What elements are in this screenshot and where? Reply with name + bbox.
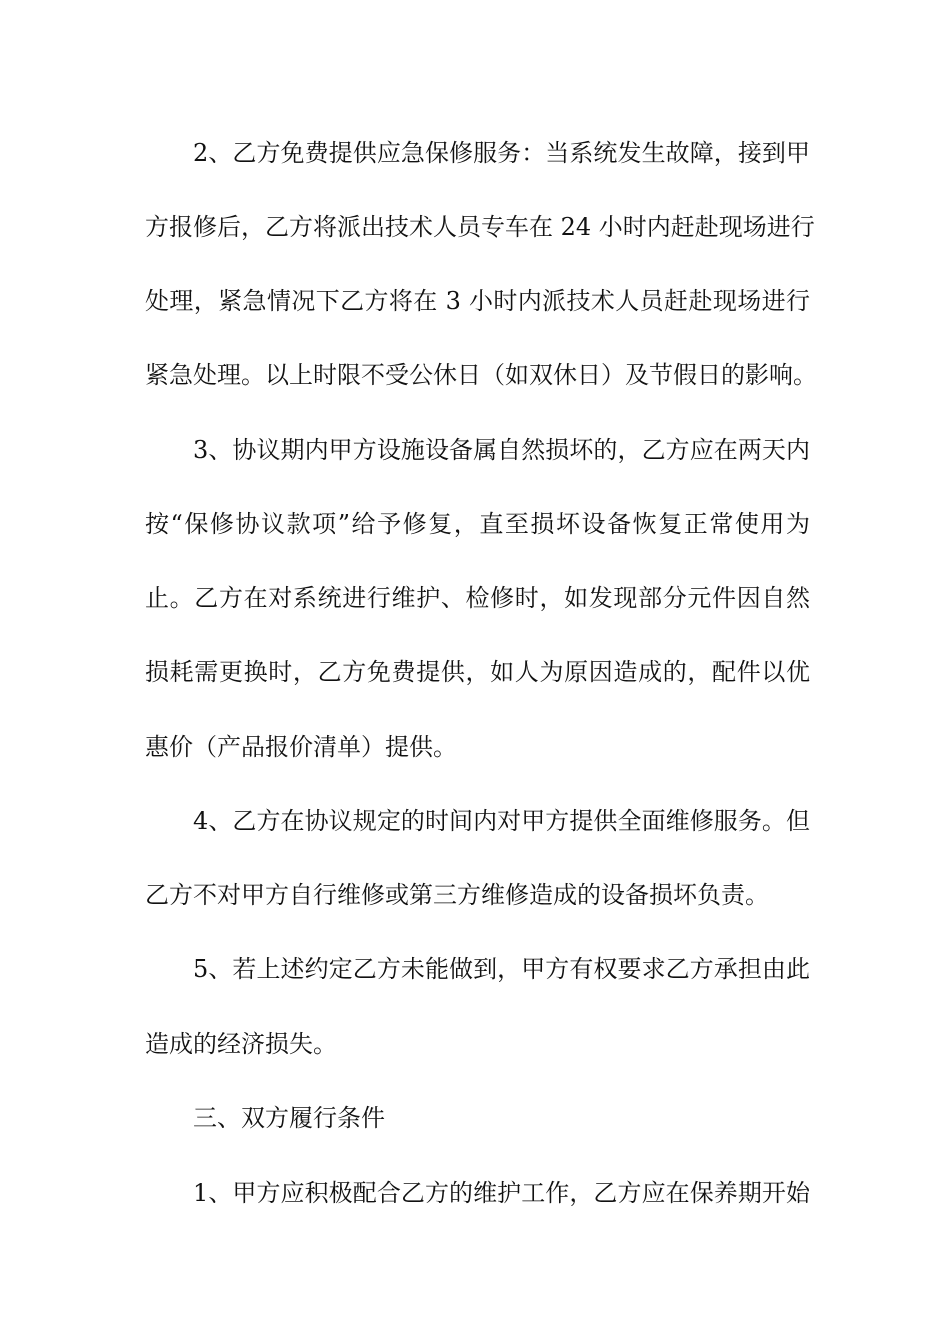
clause-4-line-2: 乙方不对甲方自行维修或第三方维修造成的设备损坏负责。: [145, 881, 769, 909]
clause-2-line-4: 紧急处理。以上时限不受公休日（如双休日）及节假日的影响。: [145, 361, 817, 389]
clause-5-line-1: 5、若上述约定乙方未能做到，甲方有权要求乙方承担由此: [193, 955, 810, 983]
clause-3-line-5: 惠价（产品报价清单）提供。: [145, 733, 457, 761]
clause-4-line-1: 4、乙方在协议规定的时间内对甲方提供全面维修服务。但: [193, 807, 810, 835]
section-clause-1-line-1: 1、甲方应积极配合乙方的维护工作，乙方应在保养期开始: [193, 1179, 810, 1207]
clause-3-line-2: 按“保修协议款项”给予修复，直至损坏设备恢复正常使用为: [145, 510, 810, 538]
clause-3-line-3: 止。乙方在对系统进行维护、检修时，如发现部分元件因自然: [145, 584, 810, 612]
clause-2-line-2: 方报修后，乙方将派出技术人员专车在 24 小时内赶赴现场进行: [145, 213, 815, 241]
section-heading: 三、双方履行条件: [193, 1104, 385, 1132]
clause-3-line-1: 3、协议期内甲方设施设备属自然损坏的，乙方应在两天内: [193, 436, 810, 464]
clause-3-line-4: 损耗需更换时，乙方免费提供，如人为原因造成的，配件以优: [145, 658, 810, 686]
clause-2-line-3: 处理，紧急情况下乙方将在 3 小时内派技术人员赶赴现场进行: [145, 287, 810, 315]
clause-5-line-2: 造成的经济损失。: [145, 1030, 337, 1058]
clause-2-line-1: 2、乙方免费提供应急保修服务：当系统发生故障，接到甲: [193, 139, 810, 167]
